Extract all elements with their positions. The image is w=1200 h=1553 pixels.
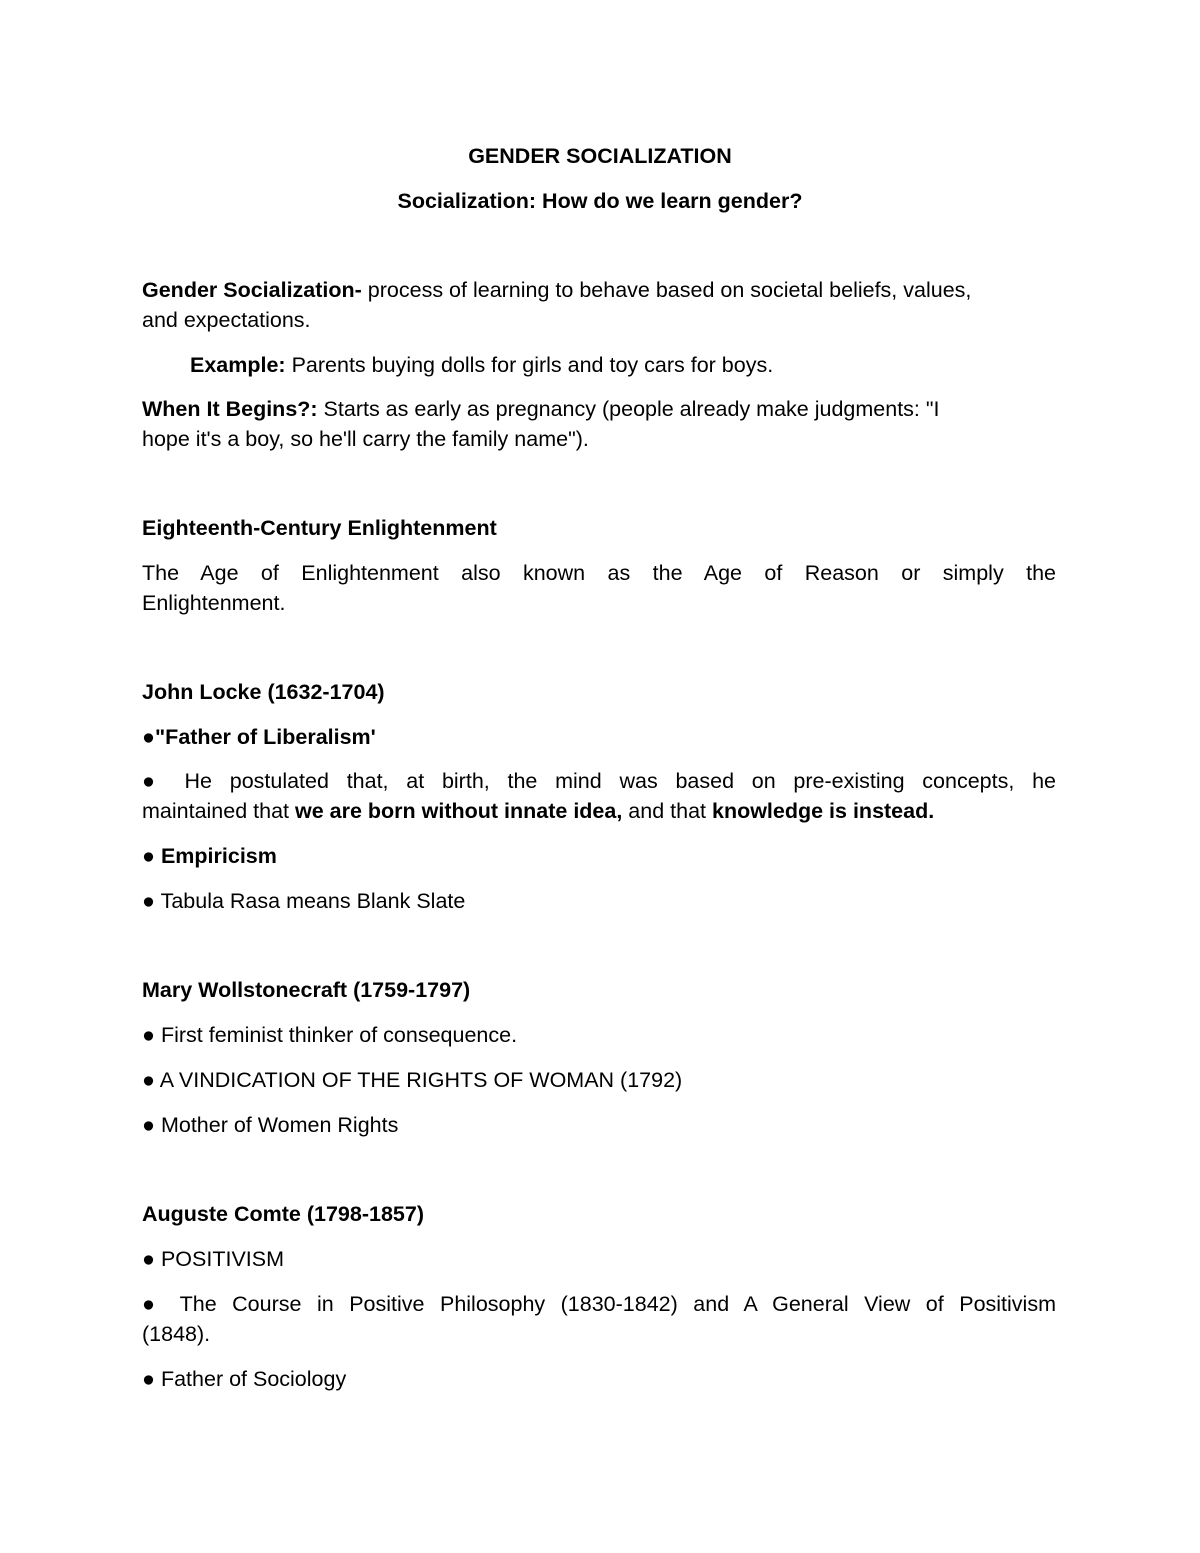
locke-bullet-2-pre: maintained that — [142, 799, 295, 823]
locke-bullet-4: ● Tabula Rasa means Blank Slate — [142, 889, 466, 913]
locke-bullet-2-line-2 — [142, 796, 1056, 826]
comte-bullet-2-line-1: ● The Course in Positive Philosophy (1830-1842) and A General View of Positivism — [142, 1292, 1056, 1316]
locke-bullet-2-line-1: ● He postulated that, at birth, the mind was based on pre-existing concepts, he — [142, 769, 1056, 793]
when-begins-line-1 — [142, 394, 1056, 424]
wollstonecraft-bullet-2: ● A VINDICATION OF THE RIGHTS OF WOMAN (1792) — [142, 1068, 683, 1092]
when-begins-line-2: hope it's a boy, so he'll carry the family name"). — [142, 427, 589, 451]
when-begins-text-1: Starts as early as pregnancy (people already make judgments: "I — [317, 397, 940, 421]
comte-bullet-1: ● POSITIVISM — [142, 1247, 285, 1271]
locke-bullet-2-bold-1: we are born without innate idea, — [295, 799, 623, 823]
locke-bullet-2-bold-2: knowledge is instead. — [711, 799, 935, 823]
definition-text-1: process of learning to behave based on societal beliefs, values, — [361, 278, 972, 302]
wollstonecraft-bullet-3: ● Mother of Women Rights — [142, 1113, 399, 1137]
page-title: GENDER SOCIALIZATION — [468, 144, 732, 168]
enlightenment-text-1: The Age of Enlightenment also known as the Age of Reason or simply the — [142, 561, 1056, 585]
example-label: Example: — [190, 353, 286, 377]
enlightenment-heading: Eighteenth-Century Enlightenment — [142, 516, 497, 540]
definition-line-1 — [142, 275, 1056, 305]
page-subtitle: Socialization: How do we learn gender? — [397, 189, 803, 213]
wollstonecraft-heading: Mary Wollstonecraft (1759-1797) — [142, 978, 471, 1002]
example-text: Parents buying dolls for girls and toy cars for boys. — [285, 353, 774, 377]
locke-bullet-2-mid: and that — [622, 799, 712, 823]
when-begins-label: When It Begins?: — [142, 397, 318, 421]
locke-bullet-1: ●"Father of Liberalism' — [142, 725, 376, 749]
comte-heading: Auguste Comte (1798-1857) — [142, 1202, 424, 1226]
enlightenment-text-2: Enlightenment. — [142, 591, 286, 615]
example-line — [190, 350, 1056, 380]
comte-bullet-2-line-2: (1848). — [142, 1322, 211, 1346]
comte-bullet-3: ● Father of Sociology — [142, 1367, 347, 1391]
locke-bullet-3: ● Empiricism — [142, 844, 277, 868]
locke-heading: John Locke (1632-1704) — [142, 680, 385, 704]
definition-line-2: and expectations. — [142, 308, 311, 332]
definition-term: Gender Socialization- — [142, 278, 362, 302]
wollstonecraft-bullet-1: ● First feminist thinker of consequence. — [142, 1023, 518, 1047]
